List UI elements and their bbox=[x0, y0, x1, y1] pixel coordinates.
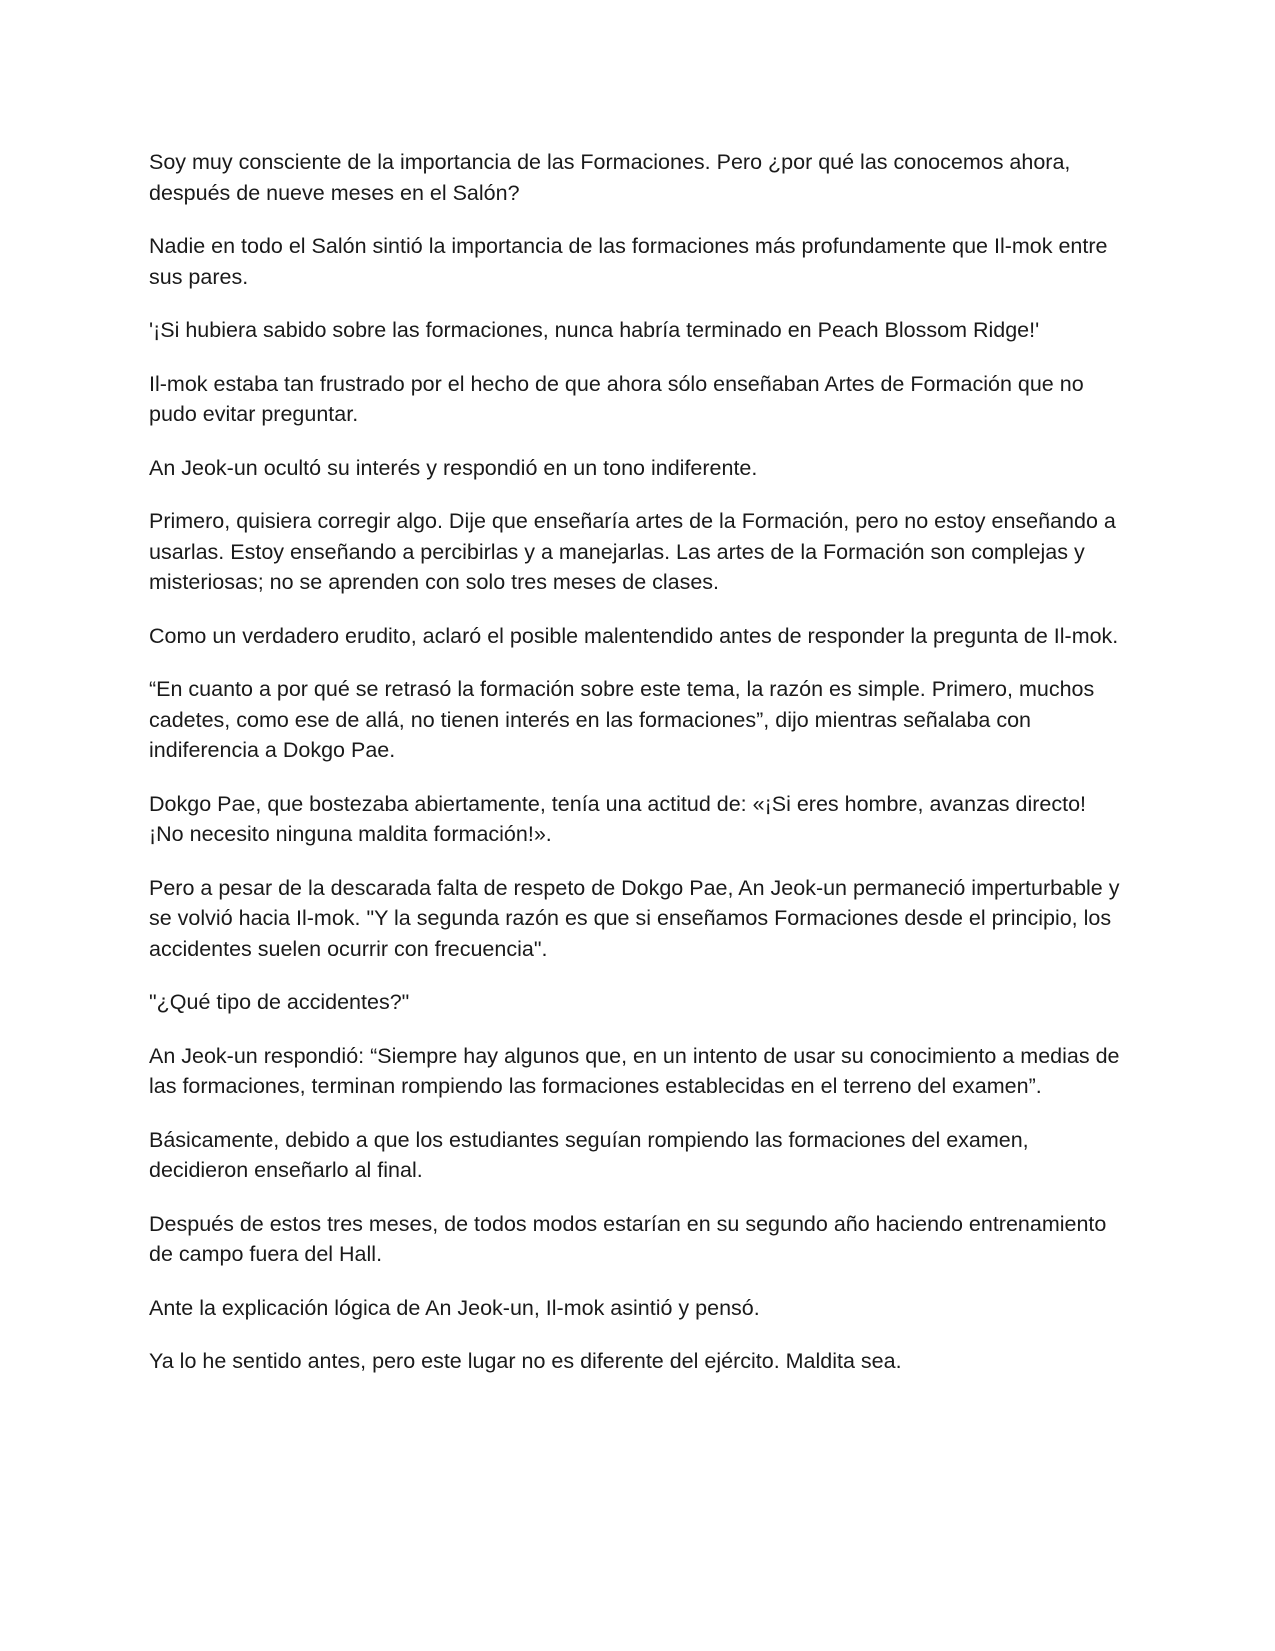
paragraph: Pero a pesar de la descarada falta de respeto de Dokgo Pae, An Jeok-un permaneció imperturbable y se volvió hacia Il-mok. "Y la segunda razón es que si enseñamos Formaciones desde el principio, los accidentes suelen ocurrir con frecuencia". bbox=[149, 875, 1120, 961]
paragraph: Después de estos tres meses, de todos modos estarían en su segundo año haciendo entrenamiento de campo fuera del Hall. bbox=[149, 1211, 1107, 1266]
paragraph: Nadie en todo el Salón sintió la importancia de las formaciones más profundamente que Il-mok entre sus pares. bbox=[149, 234, 1108, 289]
paragraph: '¡Si hubiera sabido sobre las formaciones, nunca habría terminado en Peach Blossom Ridge!' bbox=[149, 318, 1040, 342]
paragraph: Ante la explicación lógica de An Jeok-un, Il-mok asintió y pensó. bbox=[149, 1295, 760, 1320]
paragraph: Básicamente, debido a que los estudiantes seguían rompiendo las formaciones del examen, decidieron enseñarlo al final. bbox=[149, 1127, 1029, 1182]
paragraph: Como un verdadero erudito, aclaró el posible malentendido antes de responder la pregunta de Il-mok. bbox=[149, 623, 1119, 648]
paragraph: An Jeok-un ocultó su interés y respondió en un tono indiferente. bbox=[149, 455, 758, 480]
paragraph: "¿Qué tipo de accidentes?" bbox=[149, 990, 410, 1014]
paragraph: Ya lo he sentido antes, pero este lugar no es diferente del ejército. Maldita sea. bbox=[149, 1349, 902, 1373]
paragraph: Soy muy consciente de la importancia de las Formaciones. Pero ¿por qué las conocemos ahora, después de nueve meses en el Salón? bbox=[149, 150, 1071, 205]
paragraph: “En cuanto a por qué se retrasó la formación sobre este tema, la razón es simple. Primero, muchos cadetes, como ese de allá, no tienen interés en las formaciones”, dijo mientras señalaba con indiferencia a Dokgo Pae. bbox=[149, 677, 1095, 762]
paragraph: Il-mok estaba tan frustrado por el hecho de que ahora sólo enseñaban Artes de Formación que no pudo evitar preguntar. bbox=[149, 371, 1084, 426]
paragraph: Primero, quisiera corregir algo. Dije que enseñaría artes de la Formación, pero no estoy enseñando a usarlas. Estoy enseñando a percibirlas y a manejarlas. Las artes de la Formación son complejas y misteriosas; no se aprenden con solo tres meses de clases. bbox=[149, 509, 1116, 594]
paragraph: An Jeok-un respondió: “Siempre hay algunos que, en un intento de usar su conocimiento a medias de las formaciones, terminan rompiendo las formaciones establecidas en el terreno del examen”. bbox=[149, 1043, 1120, 1098]
document-body bbox=[149, 147, 1121, 1400]
paragraph: Dokgo Pae, que bostezaba abiertamente, tenía una actitud de: «¡Si eres hombre, avanzas directo! ¡No necesito ninguna maldita formación!». bbox=[149, 791, 1087, 846]
